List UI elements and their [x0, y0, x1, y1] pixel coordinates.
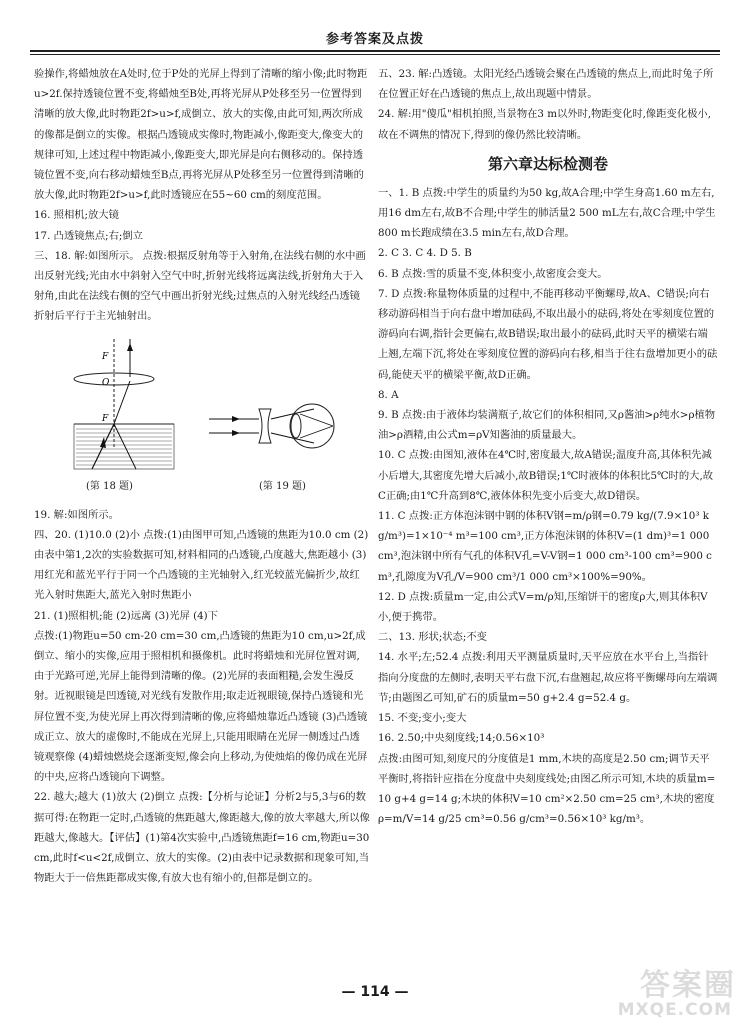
answer-ch6-13: 二、13. 形状;状态;不变	[378, 631, 487, 644]
figures-18-19	[34, 329, 370, 501]
answer-ch6-16-explanation: 点拨:由图可知,刻度尺的分度值是1 mm,木块的高度是2.50 cm;调节天平平衡时,将指针应指在分度盘中央刻度线处;由图乙所示可知,木块的质量m=10 g+4 g=14 g;木块的体积V=10 cm²×2.50 cm=25 cm³,木块的密度ρ=m/V=14 g/25 cm³=0.56 g/cm³=0.56×10³ kg/m³。	[378, 752, 716, 826]
watermark-text: 答案圈	[640, 968, 736, 1003]
answer-19: 19. 解:如图所示。	[34, 508, 119, 521]
figure-19	[209, 404, 334, 448]
answer-ch6-7: 7. D 点拨:称量物体质量的过程中,不能再移动平衡螺母,故A、C错误;向右移动游码相当于向右盘中增加砝码,不取出最小的砝码,将处在零刻度位置的游码向右调,指针会更偏右,故B错误;取出最小的砝码,此时天平的横梁右端上翘,左端下沉,将处在零刻度位置的游码向右移,相当于往右盘增加更小的砝码,能使天平的横梁平衡,故D正确。	[378, 287, 718, 381]
figure-18-caption: (第 18 题)	[86, 480, 133, 492]
answer-ch6-9: 9. B 点拨:由于液体均装满瓶子,故它们的体积相同,又ρ酱油>ρ纯水>ρ植物油>ρ酒精,由公式m=ρV知酱油的质量最大。	[378, 409, 716, 442]
answer-23: 五、23. 解:凸透镜。太阳光经凸透镜会聚在凸透镜的焦点上,而此时兔子所在位置正好在凸透镜的焦点上,故出现题中情景。	[378, 68, 714, 101]
answer-18: 三、18. 解:如图所示。 点拨:根据反射角等于入射角,在法线右侧的水中画出反射光线;光由水中斜射入空气中时,折射光线将远离法线,折射角大于入射角,由此在法线右侧的空气中画出折射光线;过焦点的入射光线经凸透镜折射后平行于主光轴射出。	[34, 249, 366, 323]
answer-21-explanation: 点拨:(1)物距u=50 cm-20 cm=30 cm,凸透镜的焦距为10 cm,u>2f,成倒立、缩小的实像,应用于照相机和摄像机。此时将蜡烛和光屏位置对调,由于光路可逆,光屏上能得到清晰的像。(2)光屏的表面粗糙,会发生漫反射。近视眼镜是凹透镜,对光线有发散作用;取走近视眼镜,保持凸透镜和光屏位置不变,为使光屏上再次得到清晰的像,应将蜡烛靠近凸透镜 (3)凸透镜成正立、放大的虚像时,不能成在光屏上,只能用眼睛在光屏一侧透过凸透镜观察像 (4)蜡烛燃烧会逐渐变短,像会向上移动,为使烛焰的像仍成在光屏的中央,应将凸透镜向下调整。	[34, 629, 368, 784]
answer-ch6-11: 11. C 点拨:正方体泡沫钢中钢的体积V钢=m/ρ钢=0.79 kg/(7.9×10³ kg/m³)=1×10⁻⁴ m³=100 cm³,正方体泡沫钢的体积V=(1 dm)³=1 000 cm³,泡沫钢中所有气孔的体积V孔=V-V钢=1 000 cm³-100 cm³=900 cm³,孔隙度为V孔/V=900 cm³/1 000 cm³×100%=90%。	[378, 510, 713, 583]
answer-ch6-10: 10. C 点拨:由图知,液体在4℃时,密度最大,故A错误;温度升高,其体积先减小后增大,其密度先增大后减小,故B错误;1℃时液体的体积比5℃时的大,故C正确;由1℃升高到8℃,液体体积先变小后变大,故D错误。	[378, 449, 714, 502]
answer-15-continued: 验操作,将蜡烛放在A处时,位于P处的光屏上得到了清晰的缩小像;此时物距u>2f.保持透镜位置不变,将蜡烛至B处,再将光屏从P处移至另一位置得到清晰的放大像,此时物距2f>u>f,成倒立、放大的实像,由此可知,两次所成的像都是倒立的实像。根据凸透镜成实像时,物距减小,像距变大,像变大的规律可知,上述过程中物距减小,像距变大,即光屏是向右侧移动的。保持透镜位置不变,向右移动蜡烛至B点,再将光屏从P处移至另一位置得到清晰的放大像,此时物距2f>u>f,此时透镜应在55~60 cm的刻度范围。	[34, 68, 368, 202]
answer-21: 21. (1)照相机;能 (2)远离 (3)光屏 (4)下	[34, 609, 218, 622]
answer-16: 16. 照相机;放大镜	[34, 209, 119, 222]
header-rule-thin	[30, 54, 720, 55]
watermark-url: MXQE.COM	[617, 1000, 732, 1020]
optical-center-label: O	[102, 377, 110, 388]
answer-24: 24. 解:用"傻瓜"相机拍照,当景物在3 m以外时,物距变化时,像距变化极小,故在不调焦的情况下,得到的像仍然比较清晰。	[378, 108, 711, 141]
page-number: — 114 —	[341, 984, 409, 1000]
answer-ch6-15: 15. 不变;变小;变大	[378, 712, 467, 725]
left-column	[34, 64, 373, 889]
figure-19-caption: (第 19 题)	[259, 480, 306, 492]
right-column	[378, 64, 718, 829]
answer-ch6-16: 16. 2.50;中央刻度线;14;0.56×10³	[378, 732, 545, 745]
focus-label-top: F	[102, 351, 109, 362]
page-header: 参考答案及点拨	[325, 32, 424, 47]
answer-ch6-6: 6. B 点拨:雪的质量不变,体积变小,故密度会变大。	[378, 267, 608, 280]
chapter-title: 第六章达标检测卷	[487, 154, 608, 173]
header-rule	[30, 50, 720, 52]
answer-ch6-12: 12. D 点拨:质量m一定,由公式V=m/ρ知,压缩饼干的密度ρ大,则其体积V小,便于携带。	[378, 590, 708, 624]
answer-ch6-14: 14. 水平;左;52.4 点拨:利用天平测量质量时,天平应放在水平台上,当指针指向分度盘的左侧时,表明天平右盘下沉,右盘翘起,故应将平衡螺母向左端调节;由题图乙可知,矿石的质量m=50 g+2.4 g=52.4 g。	[378, 651, 718, 704]
answer-ch6-1: 一、1. B 点拨:中学生的质量约为50 kg,故A合理;中学生身高1.60 m左右,用16 dm左右,故B不合理;中学生的肺活量2 500 mL左右,故C合理;中学生800 m长跑成绩在3.5 min左右,故D合理。	[378, 186, 716, 240]
focus-label-bottom: F	[102, 413, 109, 424]
answer-17: 17. 凸透镜焦点;右;倒立	[34, 229, 143, 242]
answer-22: 22. 越大;越大 (1)放大 (2)倒立 点拨:【分析与论证】分析2与5,3与6的数据可得:在物距一定时,凸透镜的焦距越大,像距越大,像的放大率越大,所以像距越大,像越大。【评估】(1)第4次实验中,凸透镜焦距f=16 cm,物距u=30 cm,此时f<u<2f,成倒立、放大的实像。(2)由表中记录数据和现象可知,当物距大于一倍焦距都成实像,有放大也有缩小的,但都是倒立的。	[34, 791, 373, 885]
answer-20: 四、20. (1)10.0 (2)小 点拨:(1)由图甲可知,凸透镜的焦距为10.0 cm (2)由表中第1,2次的实验数据可知,材料相同的凸透镜,凸度越大,焦距越小 (3)用红光和蓝光平行于同一个凸透镜的主光轴射入,红光较蓝光偏折少,故红光入射时焦距大,蓝光入射时焦距小	[34, 528, 369, 602]
answer-ch6-8: 8. A	[378, 388, 399, 401]
figure-18	[74, 339, 174, 469]
watermark-logo	[586, 960, 736, 1022]
answer-ch6-2-5: 2. C 3. C 4. D 5. B	[378, 247, 472, 260]
optics-diagrams	[34, 329, 370, 501]
